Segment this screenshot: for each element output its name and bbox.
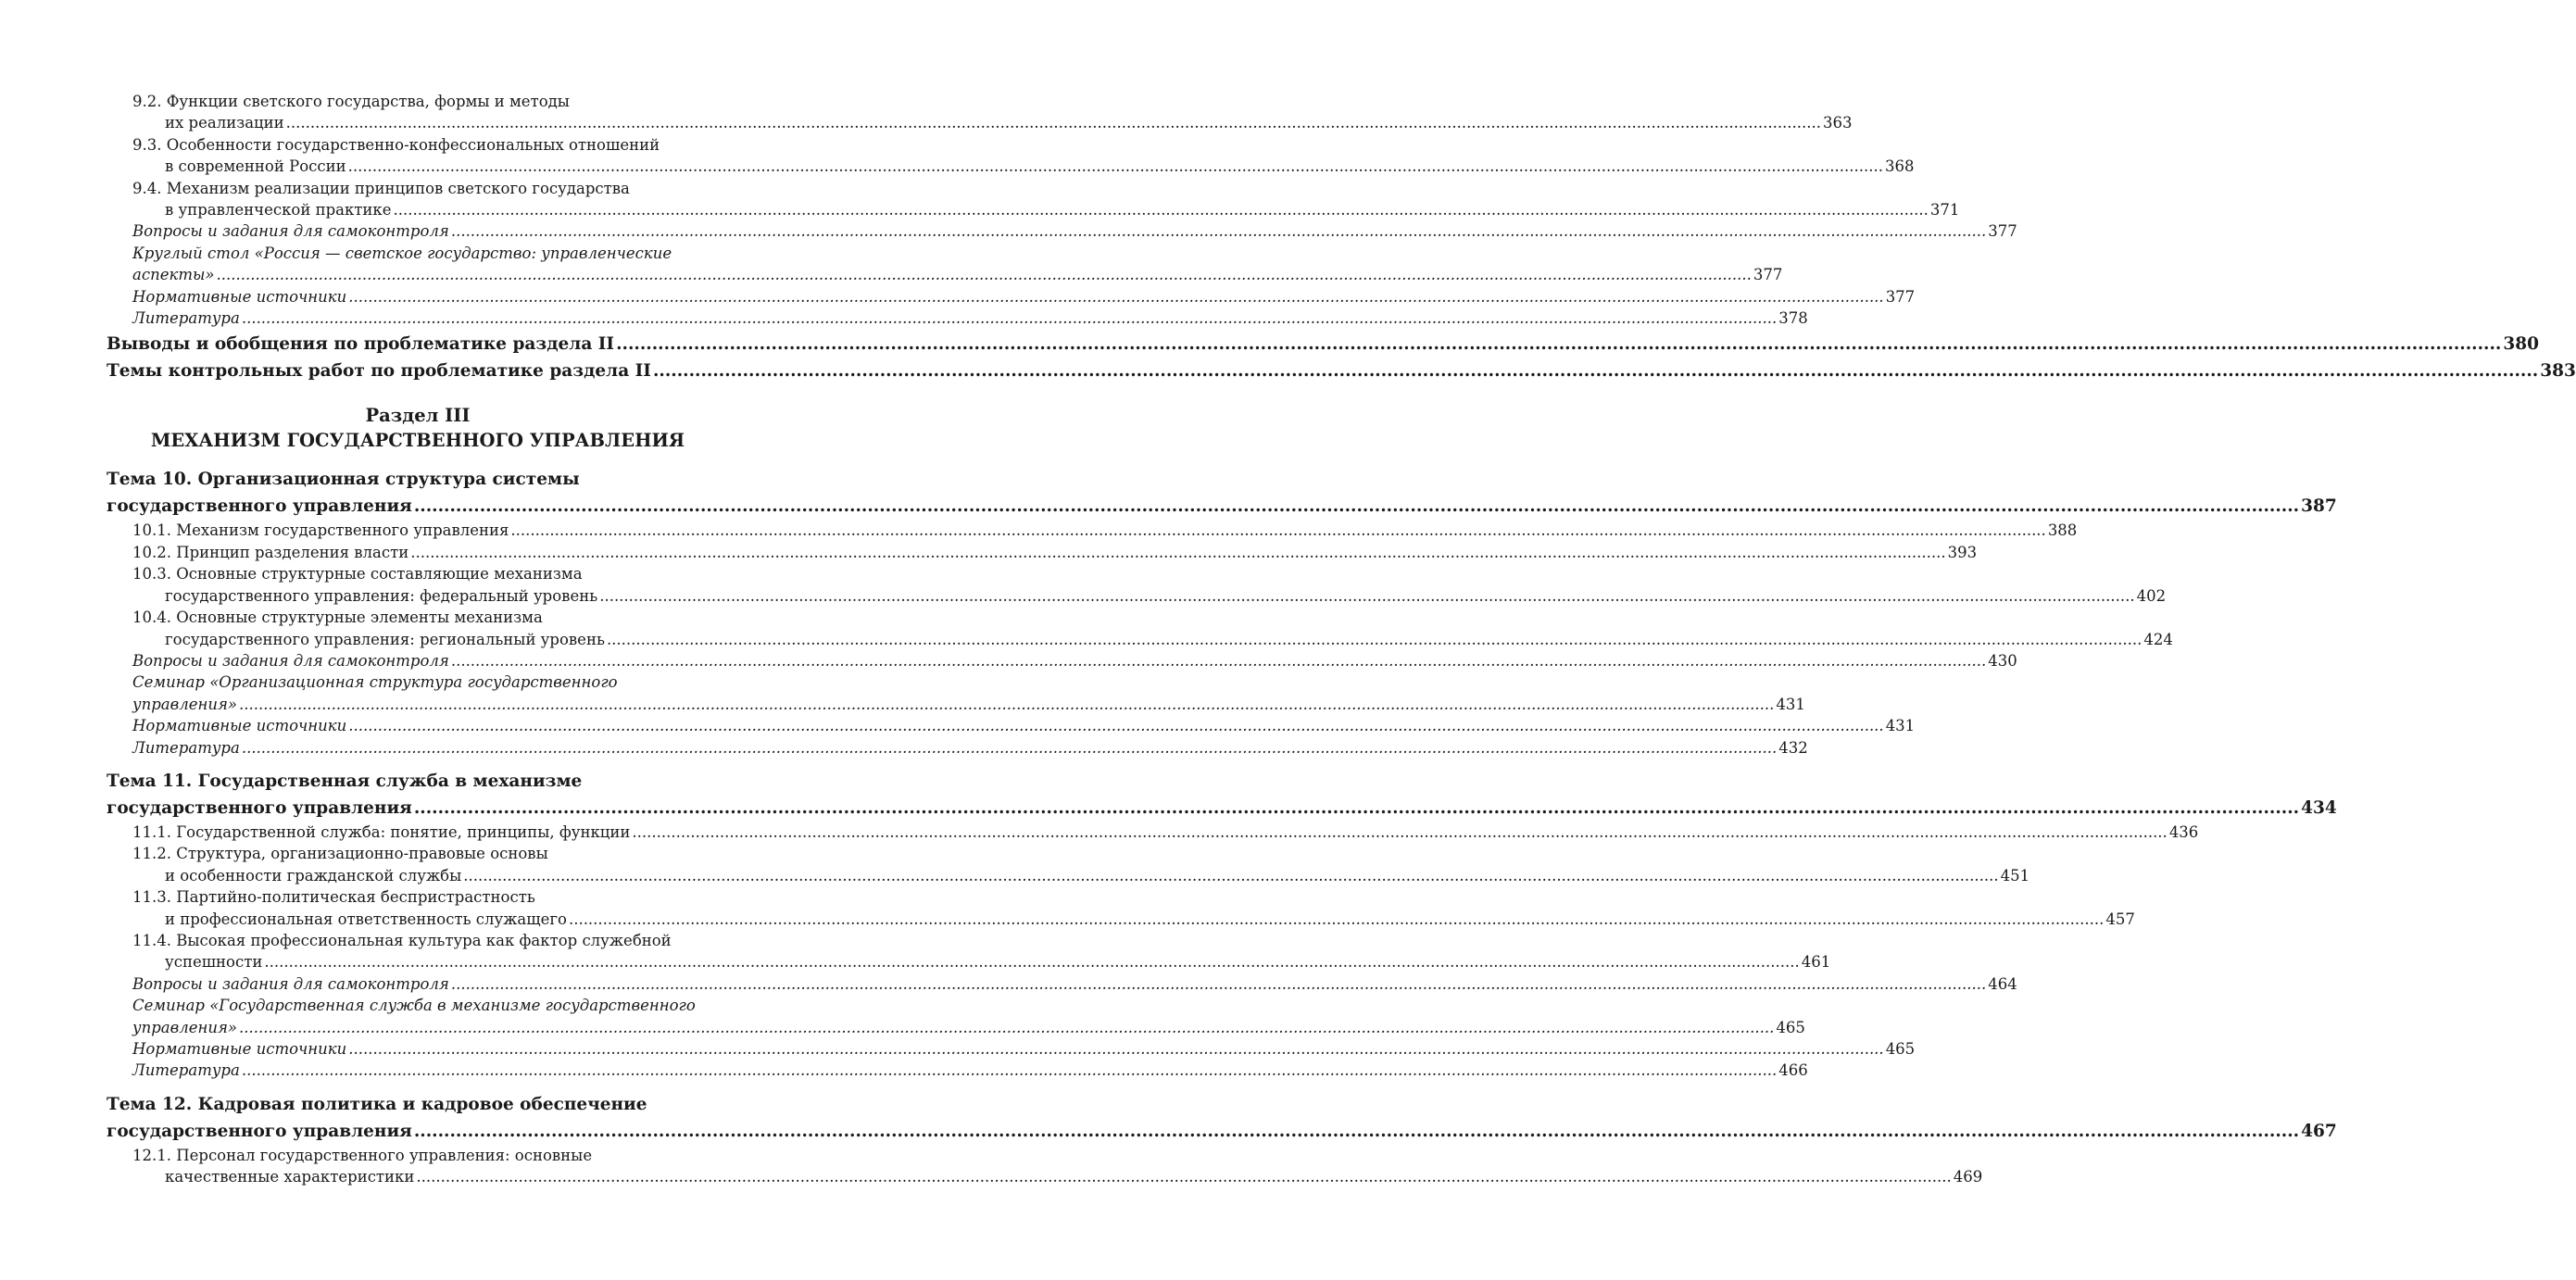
toc-page-number: 465 (1776, 1018, 1805, 1036)
toc-entry-title: Выводы и обобщения по проблематике раздела II (107, 334, 615, 355)
toc-entry-title: Литература (132, 309, 240, 328)
toc-page-number: 464 (1988, 974, 2017, 993)
toc-entry-line (107, 1060, 1808, 1081)
dot-leader (348, 1038, 1883, 1060)
toc-entry[interactable] (107, 220, 2017, 242)
toc-entry-line (107, 542, 1978, 563)
toc-entry-title: 9.4. Механизм реализации принципов светского государства (132, 179, 630, 197)
toc-entry[interactable] (107, 886, 2135, 930)
toc-entry[interactable] (107, 520, 2078, 541)
toc-page-number: 431 (1776, 695, 1805, 713)
toc-entry-title: Тема 11. Государственная служба в механизме (107, 771, 583, 791)
toc-entry-title: государственного управления (107, 797, 412, 818)
toc-entry-title: в управленческой практике (165, 201, 392, 220)
toc-page-number: 436 (2168, 822, 2199, 841)
toc-entry[interactable] (107, 822, 2199, 843)
dot-leader (463, 865, 1998, 886)
toc-entry[interactable] (107, 358, 2576, 384)
toc-entry-title: Семинар «Организационная структура государственного (132, 673, 618, 692)
toc-entry-line (107, 358, 2576, 384)
toc-entry-title: Нормативные источники (132, 717, 347, 735)
toc-entry-line (107, 134, 729, 156)
dot-leader (607, 629, 2142, 650)
toc-entry-line (107, 220, 2017, 242)
toc-entry-line (107, 563, 729, 584)
toc-page-number: 377 (1885, 287, 1916, 306)
toc-entry-title: 9.2. Функции светского государства, формы и методы (132, 93, 570, 110)
toc-entry-line (107, 650, 2017, 671)
toc-entry-title: управления» (132, 1018, 237, 1036)
toc-entry-line (107, 585, 2167, 607)
section-title: МЕХАНИЗМ ГОСУДАРСТВЕННОГО УПРАВЛЕНИЯ (150, 430, 685, 452)
toc-entry-line (107, 331, 2539, 358)
toc-entry-line (107, 112, 1853, 133)
toc-entry[interactable] (107, 715, 1916, 736)
toc-entry-title: Вопросы и задания для самоконтроля (132, 974, 449, 993)
dot-leader (348, 156, 1883, 177)
toc-entry-title: государственного управления: федеральный уровень (165, 586, 598, 605)
toc-entry-title: 12.1. Персонал государственного управления: основные (132, 1146, 593, 1164)
toc-entry-line (107, 1017, 1805, 1038)
toc-entry-title: 10.1. Механизм государственного управления (132, 521, 509, 540)
toc-entry-title: Вопросы и задания для самоконтроля (132, 651, 449, 670)
dot-leader (239, 1017, 1774, 1038)
toc-entry[interactable] (107, 737, 1808, 759)
toc-entry[interactable] (107, 607, 2173, 650)
toc-entry-title: Литература (132, 1061, 240, 1080)
toc-entry-line (107, 1038, 1916, 1060)
toc-entry-title: Вопросы и задания для самоконтроля (132, 222, 449, 241)
toc-entry-line (107, 1166, 1983, 1187)
toc-group-section-2 (107, 91, 2576, 384)
toc-entry-title: 11.1. Государственной служба: понятие, принципы, функции (132, 822, 631, 841)
toc-page-number: 430 (1988, 651, 2017, 670)
toc-entry-title: 11.2. Структура, организационно-правовые основы (132, 845, 548, 863)
toc-entry-title: в современной России (165, 157, 346, 176)
toc-entry[interactable] (107, 542, 1978, 563)
toc-entry-line (107, 1145, 729, 1166)
toc-entry-line (107, 795, 2337, 822)
toc-entry[interactable] (107, 768, 2337, 822)
toc-entry-line (107, 243, 729, 264)
toc-entry-title: 9.3. Особенности государственно-конфессиональных отношений (132, 135, 660, 154)
toc-page-number: 451 (2000, 866, 2030, 885)
toc-entry-line (107, 286, 1916, 307)
toc-page-number: 383 (2540, 361, 2576, 382)
dot-leader (264, 951, 1799, 973)
toc-entry[interactable] (107, 1091, 2337, 1145)
dot-leader (410, 542, 1945, 563)
toc-entry-line (107, 520, 2078, 541)
toc-page-number: 363 (1823, 114, 1853, 132)
dot-leader (242, 737, 1777, 759)
toc-entry[interactable] (107, 178, 1960, 221)
dot-leader (632, 822, 2167, 843)
toc-entry-line (107, 715, 1916, 736)
dot-leader (348, 286, 1883, 307)
toc-entry[interactable] (107, 930, 1831, 973)
toc-entry-title: аспекты» (132, 266, 215, 284)
toc-entry[interactable] (107, 995, 1805, 1038)
toc-page-number: 465 (1885, 1040, 1916, 1058)
toc-entry[interactable] (107, 1145, 1983, 1188)
dot-leader (451, 973, 1986, 995)
dot-leader (414, 1118, 2299, 1145)
toc-group-topic-12 (107, 1091, 2337, 1188)
toc-page-number: 457 (2105, 910, 2135, 928)
toc-entry-title: 11.3. Партийно-политическая беспристрастность (132, 888, 535, 907)
toc-entry-line (107, 951, 1831, 973)
toc-page-number: 393 (1947, 543, 1978, 561)
toc-entry-line (107, 493, 2337, 520)
toc-entry[interactable] (107, 91, 1853, 134)
toc-entry[interactable] (107, 843, 2030, 886)
toc-entry-line (107, 930, 729, 951)
toc-entry[interactable] (107, 307, 1808, 329)
toc-entry-line (107, 865, 2030, 886)
toc-entry[interactable] (107, 1060, 1808, 1081)
toc-entry-line (107, 199, 1960, 220)
dot-leader (599, 585, 2134, 607)
toc-entry-title: качественные характеристики (165, 1168, 415, 1186)
toc-entry[interactable] (107, 671, 1805, 715)
toc-entry-line (107, 307, 1808, 329)
toc-entry-line (107, 886, 729, 908)
toc-page-number: 467 (2301, 1121, 2337, 1141)
section-label: Раздел III (365, 405, 471, 427)
toc-entry-title: Тема 12. Кадровая политика и кадровое обеспечение (107, 1094, 647, 1114)
table-of-contents (107, 91, 2576, 1188)
toc-entry-line (107, 91, 729, 112)
toc-page-number: 424 (2143, 630, 2173, 648)
toc-entry[interactable] (107, 1038, 1916, 1060)
toc-entry-line (107, 629, 2173, 650)
toc-entry-title: государственного управления (107, 1121, 412, 1141)
toc-entry-title: Семинар «Государственная служба в механизме государственного (132, 997, 696, 1015)
toc-entry-line (107, 843, 729, 864)
toc-page-number: 402 (2136, 586, 2167, 605)
dot-leader (348, 715, 1883, 736)
toc-page-number: 377 (1753, 266, 1783, 284)
toc-entry-line (107, 156, 1915, 177)
toc-page-number: 431 (1885, 717, 1916, 735)
toc-entry-title: Литература (132, 738, 240, 757)
toc-entry[interactable] (107, 563, 2167, 607)
toc-entry[interactable] (107, 331, 2539, 358)
toc-entry-line (107, 607, 729, 628)
toc-entry-title: государственного управления (107, 496, 412, 517)
toc-page-number: 378 (1778, 309, 1808, 328)
toc-entry[interactable] (107, 466, 2337, 520)
toc-entry-title: управления» (132, 695, 237, 713)
toc-entry-title: Темы контрольных работ по проблематике раздела II (107, 361, 651, 382)
toc-entry-title: Тема 10. Организационная структура системы (107, 470, 580, 490)
toc-entry[interactable] (107, 243, 1783, 286)
toc-entry-line (107, 466, 729, 493)
toc-entry-title: государственного управления: региональный уровень (165, 630, 605, 648)
dot-leader (451, 650, 1986, 671)
dot-leader (414, 795, 2299, 822)
toc-entry-title: Нормативные источники (132, 287, 347, 306)
toc-entry-line (107, 822, 2199, 843)
toc-entry-line (107, 909, 2135, 930)
toc-entry-title: успешности (165, 953, 263, 972)
toc-page-number: 461 (1801, 953, 1831, 972)
toc-entry-title: 10.3. Основные структурные составляющие механизма (132, 565, 583, 584)
toc-entry-line (107, 1118, 2337, 1145)
toc-entry-title: и профессиональная ответственность служащего (165, 910, 567, 928)
dot-leader (242, 1060, 1777, 1081)
dot-leader (653, 358, 2538, 384)
toc-entry-line (107, 671, 729, 693)
toc-entry-line (107, 973, 2017, 995)
toc-page-number: 466 (1778, 1061, 1808, 1080)
dot-leader (569, 909, 2104, 930)
dot-leader (414, 493, 2299, 520)
toc-entry-line (107, 178, 729, 199)
dot-leader (242, 307, 1777, 329)
toc-page-number: 371 (1929, 201, 1960, 220)
dot-leader (510, 520, 2045, 541)
toc-entry-title: 10.4. Основные структурные элементы механизма (132, 609, 543, 627)
toc-entry-line (107, 1091, 729, 1118)
toc-entry[interactable] (107, 134, 1915, 178)
toc-entry-title: Нормативные источники (132, 1040, 347, 1058)
dot-leader (616, 331, 2501, 358)
toc-page-number: 469 (1953, 1168, 1983, 1186)
dot-leader (416, 1166, 1951, 1187)
toc-entry-line (107, 264, 1783, 285)
toc-page-number: 368 (1885, 157, 1915, 176)
toc-entry-title: и особенности гражданской службы (165, 866, 462, 885)
toc-entry-line (107, 768, 729, 795)
toc-page-number: 388 (2047, 521, 2078, 540)
toc-entry-title: Круглый стол «Россия — светское государство: управленческие (132, 244, 672, 262)
toc-page-number: 377 (1988, 222, 2017, 241)
toc-page-number: 432 (1778, 738, 1808, 757)
toc-page-number: 387 (2301, 496, 2337, 517)
toc-entry-line (107, 995, 729, 1016)
toc-entry-title: 10.2. Принцип разделения власти (132, 543, 409, 561)
dot-leader (239, 694, 1774, 715)
toc-entry-title: их реализации (165, 114, 284, 132)
toc-group-topic-11 (107, 768, 2337, 1082)
dot-leader (394, 199, 1929, 220)
toc-entry[interactable] (107, 286, 1916, 307)
dot-leader (451, 220, 1986, 242)
toc-page-number: 380 (2503, 334, 2539, 355)
section-heading (107, 403, 729, 453)
toc-entry[interactable] (107, 650, 2017, 671)
toc-entry-line (107, 737, 1808, 759)
dot-leader (217, 264, 1752, 285)
toc-page-number: 434 (2301, 797, 2337, 818)
dot-leader (286, 112, 1821, 133)
toc-group-topic-10 (107, 466, 2337, 758)
toc-entry[interactable] (107, 973, 2017, 995)
toc-entry-line (107, 694, 1805, 715)
toc-entry-title: 11.4. Высокая профессиональная культура как фактор служебной (132, 931, 672, 949)
